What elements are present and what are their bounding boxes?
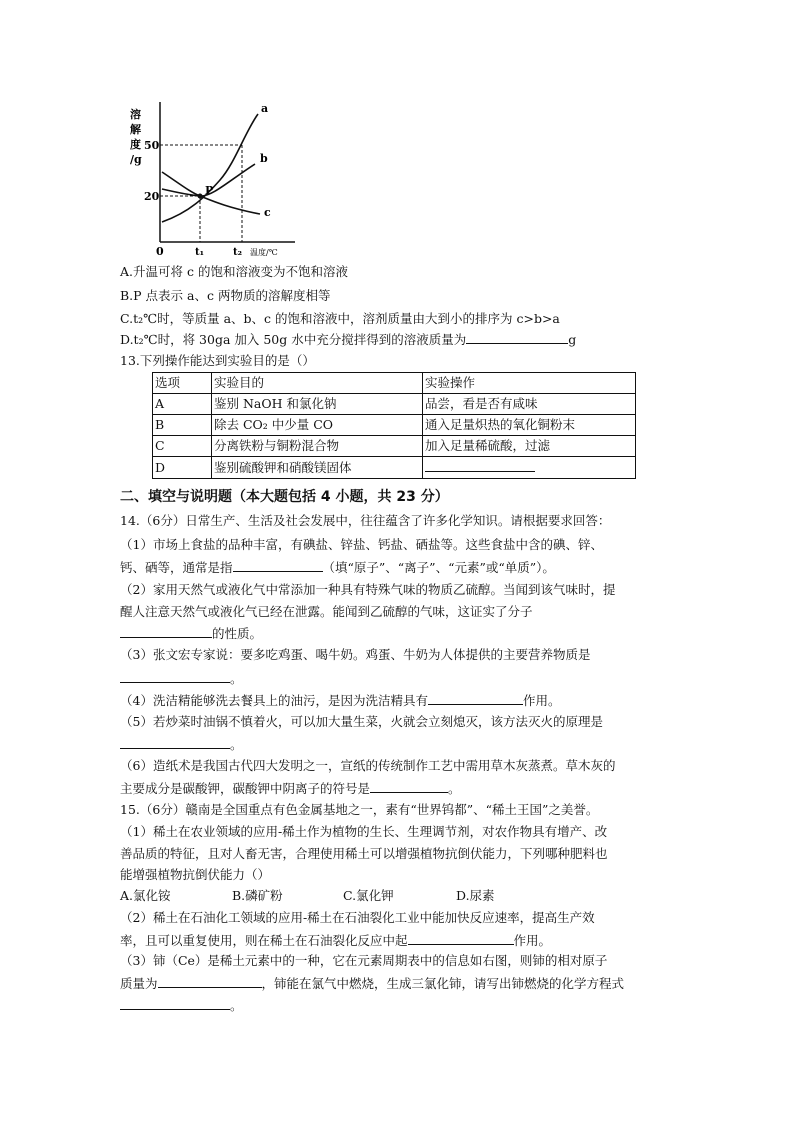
y-label-char-2: 解 (130, 123, 141, 136)
y-label-char-1: 溶 (130, 108, 141, 121)
q15-part3-line3 (120, 995, 243, 1016)
x-tick-t1: t₁ (195, 247, 204, 258)
q13-stem: 13.下列操作能达到实验目的是（） (120, 353, 315, 368)
q15-part3-mid: ，铈能在氯气中燃烧，生成三氯化铈，请写出铈燃烧的化学方程式 (261, 976, 625, 991)
q15-option-c[interactable]: C.氯化钾 (343, 888, 394, 903)
q15-part3-tail: 。 (230, 998, 243, 1013)
table-cell: B (153, 415, 212, 436)
q14-part5-line2 (120, 734, 243, 755)
point-p-label: P (205, 184, 214, 197)
q14-part1-blank[interactable] (233, 557, 323, 572)
q12-option-d-text: D.t₂℃时，将 30ga 加入 50g 水中充分搅拌得到的溶液质量为 (120, 332, 467, 347)
y-label-char-3: 度 (130, 138, 141, 151)
q15-part1-line2: 善品质的特征，且对人畜无害，合理使用稀土可以增强植物抗倒伏能力，下列哪种肥料也 (120, 846, 608, 861)
q15-option-b[interactable]: B.磷矿粉 (232, 888, 283, 903)
q14-part2-line2: 醒人注意天然气或液化气已经在泄露。能闻到乙硫醇的气味，这证实了分子 (120, 604, 533, 619)
q14-part1-hint: （填“原子”、“离子”、“元素”或“单质”）。 (322, 560, 555, 575)
q15-part3-line2 (120, 973, 624, 994)
table-cell: 通入足量炽热的氧化铜粉末 (423, 415, 636, 436)
q12-option-b: B.P 点表示 a、c 两物质的溶解度相等 (120, 288, 331, 303)
q15-part2-blank[interactable] (408, 930, 514, 945)
q14-part4-tail: 作用。 (522, 693, 561, 708)
q14-part3-line2 (120, 668, 243, 689)
q14-part6-line1: （6）造纸术是我国古代四大发明之一，宣纸的传统制作工艺中需用草木灰蒸煮。草木灰的 (120, 758, 616, 773)
q14-part2-text: 的性质。 (212, 626, 263, 641)
curve-a-label: a (261, 102, 269, 115)
curve-a (162, 114, 258, 222)
q14-part3-text: 。 (230, 671, 243, 686)
table-cell: 鉴别 NaOH 和氯化钠 (212, 394, 423, 415)
table-header-row (153, 373, 636, 394)
q14-part1-line1: （1）市场上食盐的品种丰富，有碘盐、锌盐、钙盐、硒盐等。这些食盐中含的碘、锌、 (120, 537, 603, 552)
table-row (153, 394, 636, 415)
q14-part5-line1: （5）若炒菜时油锅不慎着火，可以加大量生菜，火就会立刻熄灭，该方法灭火的原理是 (120, 714, 603, 729)
q12-answer-blank[interactable] (466, 329, 568, 344)
q14-part2-line1: （2）家用天然气或液化气中常添加一种具有特殊气味的物质乙硫醇。当闻到该气味时，提 (120, 582, 616, 597)
q15-part2-line2 (120, 930, 551, 951)
q15-part1-line3: 能增强植物抗倒伏能力（） (120, 867, 271, 882)
q13-d-operation-blank[interactable] (425, 457, 535, 472)
q14-part6-blank[interactable] (370, 778, 448, 793)
table-cell: 品尝，看是否有咸味 (423, 394, 636, 415)
table-header-cell: 实验操作 (423, 373, 636, 394)
q14-part6-tail: 。 (448, 781, 461, 796)
curve-b-label: b (260, 152, 268, 165)
q14-part2-line3 (120, 623, 262, 644)
q12-option-c: C.t₂℃时，等质量 a、b、c 的饱和溶液中，溶剂质量由大到小的排序为 c>b>a (120, 311, 560, 326)
q14-part4 (120, 690, 560, 711)
q15-part3-blank-equation[interactable] (120, 995, 230, 1010)
q12-option-d (120, 329, 576, 350)
q14-part6-text: 主要成分是碳酸钾，碳酸钾中阴离子的符号是 (120, 781, 371, 796)
table-header-cell: 选项 (153, 373, 212, 394)
table-cell (423, 457, 636, 479)
q15-option-d[interactable]: D.尿素 (456, 888, 495, 903)
q13-table (152, 372, 636, 479)
q14-part5-blank[interactable] (120, 734, 230, 749)
table-cell: 鉴别硫酸钾和硝酸镁固体 (212, 457, 423, 479)
table-cell: D (153, 457, 212, 479)
q15-stem: 15.（6分）赣南是全国重点有色金属基地之一，素有“世界钨都”、“稀土王国”之美誉。 (120, 802, 599, 817)
q14-stem: 14.（6分）日常生产、生活及社会发展中，往往蕴含了许多化学知识。请根据要求回答： (120, 513, 611, 528)
table-cell: 除去 CO₂ 中少量 CO (212, 415, 423, 436)
table-row (153, 436, 636, 457)
point-p (198, 194, 203, 199)
q14-part3-line1: （3）张文宏专家说：要多吃鸡蛋、喝牛奶。鸡蛋、牛奶为人体提供的主要营养物质是 (120, 647, 591, 662)
table-cell: 分离铁粉与铜粉混合物 (212, 436, 423, 457)
y-label-char-4: /g (130, 153, 142, 166)
q12-option-d-unit: g (568, 332, 577, 347)
y-tick-50: 50 (144, 139, 160, 152)
x-axis-label: 温度/℃ (250, 248, 278, 257)
table-row (153, 415, 636, 436)
table-cell: 加入足量稀硫酸，过滤 (423, 436, 636, 457)
q14-part2-blank[interactable] (120, 623, 212, 638)
table-row (153, 457, 636, 479)
section-title: 二、填空与说明题（本大题包括 4 小题，共 23 分） (120, 489, 449, 505)
table-cell: A (153, 394, 212, 415)
q14-part4-blank[interactable] (428, 690, 523, 705)
q15-part3-text: 质量为 (120, 976, 158, 991)
y-tick-20: 20 (144, 190, 160, 203)
q14-part6-line2 (120, 778, 461, 799)
q14-part1-line2 (120, 557, 555, 578)
q14-part5-text: 。 (230, 737, 243, 752)
q15-part3-line1: （3）铈（Ce）是稀土元素中的一种，它在元素周期表中的信息如右图，则铈的相对原子 (120, 953, 608, 968)
x-tick-t2: t₂ (233, 247, 242, 258)
q15-option-a[interactable]: A.氯化铵 (120, 888, 171, 903)
solubility-chart-svg (120, 92, 420, 262)
solubility-chart (120, 92, 420, 262)
table-cell: C (153, 436, 212, 457)
curve-c-label: c (264, 206, 271, 219)
q15-part2-tail: 作用。 (513, 933, 552, 948)
q15-part1-line1: （1）稀土在农业领域的应用-稀土作为植物的生长、生理调节剂，对农作物具有增产、改 (120, 824, 608, 839)
q14-part4-text: （4）洗洁精能够洗去餐具上的油污，是因为洗洁精具有 (120, 693, 428, 708)
x-tick-0: 0 (156, 245, 164, 258)
q12-option-a: A.升温可将 c 的饱和溶液变为不饱和溶液 (120, 264, 348, 279)
table-header-cell: 实验目的 (212, 373, 423, 394)
q15-part2-line1: （2）稀土在石油化工领域的应用-稀土在石油裂化工业中能加快反应速率，提高生产效 (120, 910, 595, 925)
q15-part2-text: 率，且可以重复使用，则在稀土在石油裂化反应中起 (120, 933, 408, 948)
q14-part3-blank[interactable] (120, 668, 230, 683)
q14-part1-text: 钙、硒等，通常是指 (120, 560, 233, 575)
q15-part3-blank-mass[interactable] (158, 973, 262, 988)
